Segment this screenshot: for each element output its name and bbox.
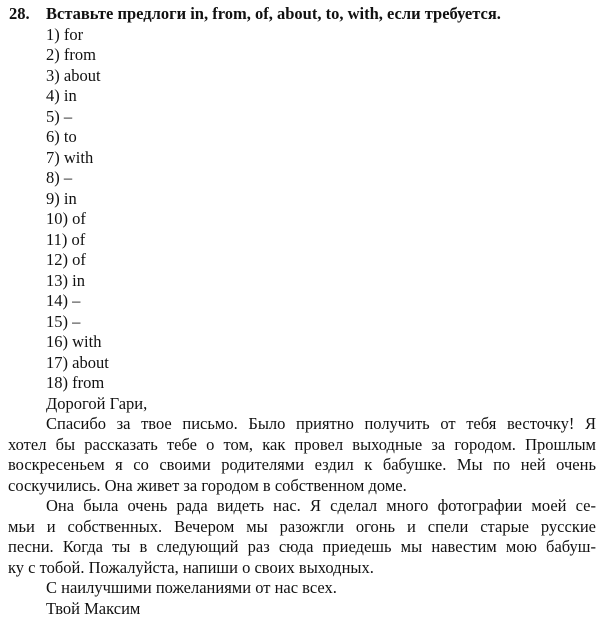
letter-signature: Твой Максим: [46, 598, 141, 618]
answer-item: 5) –: [46, 106, 73, 126]
letter-line: песни. Когда ты в следующий раз сюда приедешь мы навестим мою бабуш-: [8, 537, 596, 556]
answer-item: 13) in: [46, 270, 85, 290]
letter-line: воскресеньем я со своими родителями ездил к бабушке. Мы по ней очень: [8, 455, 596, 474]
document: [0, 4, 600, 619]
letter-greeting: Дорогой Гари,: [46, 393, 148, 413]
letter-line: хотел бы рассказать тебе о том, как провел выходные за городом. Прошлым: [8, 434, 596, 454]
answer-item: 15) –: [46, 311, 81, 331]
answer-item: 3) about: [46, 65, 101, 85]
letter-line: мьи и собственных. Вечером мы разожгли огонь и спели старые русские: [8, 516, 596, 536]
letter-line: Спасибо за твое письмо. Было приятно получить от тебя весточку! Я: [46, 414, 596, 433]
answer-item: 8) –: [46, 168, 73, 187]
answer-item: 16) with: [46, 332, 102, 351]
exercise-heading: [0, 4, 600, 25]
answer-item: 1) for: [46, 24, 84, 44]
exercise-instruction: Вставьте предлоги in, from, of, about, to, with, если требуется.: [46, 4, 501, 23]
answer-item: 7) with: [46, 147, 94, 167]
answer-item: 4) in: [46, 86, 77, 105]
answer-list: [0, 25, 600, 394]
answer-item: 18) from: [46, 373, 105, 392]
answer-item: 6) to: [46, 127, 77, 146]
letter-line: соскучились. Она живет за городом в собственном доме.: [8, 475, 407, 495]
answer-item: 12) of: [46, 250, 86, 269]
letter-line: Она была очень рада видеть нас. Я сделал много фотографии моей се-: [46, 496, 596, 515]
letter-line: ку с тобой. Пожалуйста, напиши о своих выходных.: [8, 557, 374, 577]
answer-item: 10) of: [46, 209, 86, 228]
answer-item: 11) of: [46, 229, 86, 249]
answer-item: 9) in: [46, 188, 77, 208]
answer-item: 2) from: [46, 45, 96, 64]
letter-closing: С наилучшими пожеланиями от нас всех.: [46, 578, 337, 597]
exercise-number: 28.: [9, 4, 30, 23]
answer-item: 14) –: [46, 291, 81, 310]
answer-item: 17) about: [46, 352, 109, 372]
